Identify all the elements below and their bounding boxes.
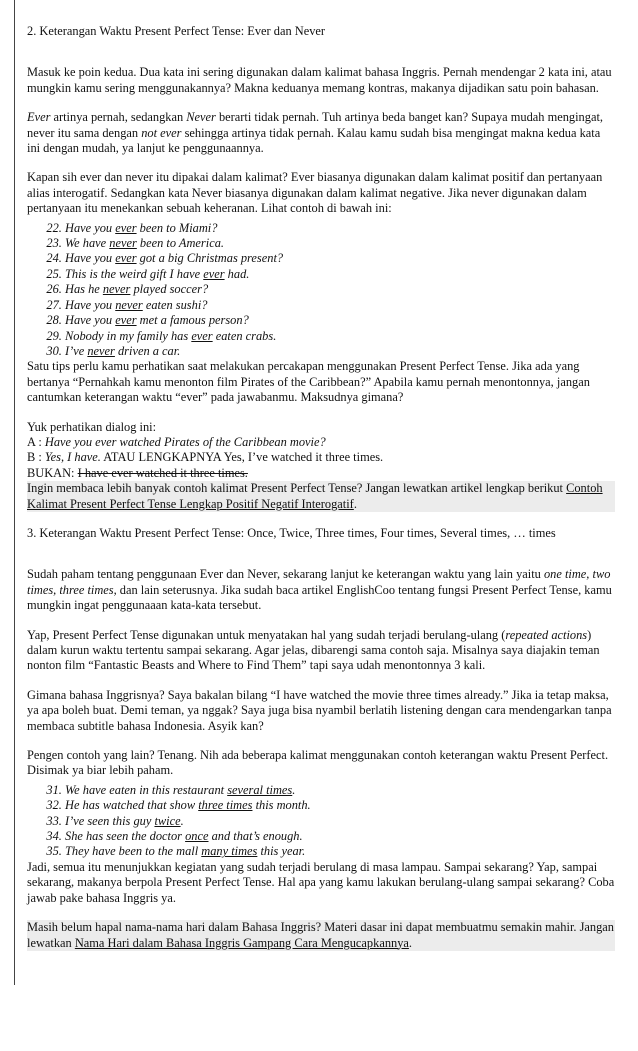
section-3-paragraph-2: Yap, Present Perfect Tense digunakan untuk menyatakan hal yang sudah terjadi berulang-ulang (repeated actions) dalam kurun waktu tertentu sampai sekarang. Agar jelas, dibarengi sama contoh saja. Misalnya saya diajakin teman nonton film “Fantastic Beasts and Where to Find Them” tapi saya udah menontonnya 3 kali. bbox=[27, 627, 600, 673]
example-item: 27. Have you never eaten sushi? bbox=[65, 298, 615, 313]
dialog-line-a: A : Have you ever watched Pirates of the Caribbean movie? bbox=[27, 434, 326, 449]
example-item: 35. They have been to the mall many times this year. bbox=[65, 844, 615, 859]
example-item: 22. Have you ever been to Miami? bbox=[65, 221, 615, 236]
usage-tip: Satu tips perlu kamu perhatikan saat melakukan percakapan menggunakan Present Perfect Tense. Jika ada yang bertanya “Pernahkah kamu menonton film Pirates of the Caribbean?” Apabila kamu pernah menontonnya, jangan cantumkan keterangan waktu “ever” pada jawabanmu. Maksudnya gimana? bbox=[27, 359, 590, 405]
example-item: 31. We have eaten in this restaurant several times. bbox=[65, 783, 615, 798]
section-2-heading: 2. Keterangan Waktu Present Perfect Tense: Ever dan Never bbox=[27, 24, 326, 38]
example-item: 33. I’ve seen this guy twice. bbox=[65, 814, 615, 829]
related-article-link[interactable]: Contoh Kalimat Present Perfect Tense Lengkap Positif Negatif Interogatif bbox=[27, 481, 603, 511]
dialog-line-b: B : Yes, I have. ATAU LENGKAPNYA Yes, I’ve watched it three times. bbox=[27, 450, 384, 465]
day-names-article-link[interactable]: Nama Hari dalam Bahasa Inggris Gampang Cara Mengucapkannya bbox=[74, 935, 409, 950]
example-item: 26. Has he never played soccer? bbox=[65, 282, 615, 297]
ever-never-example-list bbox=[27, 221, 615, 360]
example-item: 23. We have never been to America. bbox=[65, 236, 615, 251]
section-3-heading: 3. Keterangan Waktu Present Perfect Tense: Once, Twice, Three times, Four times, Several times, … times bbox=[27, 525, 556, 540]
related-article-note: Ingin membaca lebih banyak contoh kalimat Present Perfect Tense? Jangan lewatkan artikel lengkap berikut Contoh Kalimat Present Perfect Tense Lengkap Positif Negatif Interogatif. bbox=[27, 481, 615, 512]
example-item: 24. Have you ever got a big Christmas present? bbox=[65, 251, 615, 266]
document-body bbox=[27, 24, 615, 951]
example-item: 29. Nobody in my family has ever eaten crabs. bbox=[65, 329, 615, 344]
example-item: 32. He has watched that show three times this month. bbox=[65, 798, 615, 813]
section-2-paragraph-2: Ever artinya pernah, sedangkan Never berarti tidak pernah. Tuh artinya beda banget kan? Supaya mudah mengingat, never itu sama dengan not ever sehingga artinya tidak pernah. Kalau kamu sudah bisa mengingat makna kedua kata ini dengan mudah, ya lanjut ke penggunaannya. bbox=[27, 110, 603, 156]
frequency-example-list bbox=[27, 783, 615, 860]
section-2-paragraph-1: Masuk ke poin kedua. Dua kata ini sering digunakan dalam kalimat bahasa Inggris. Pernah mendengar 2 kata ini, atau mungkin kamu sering menggunakannya? Makna keduanya memang kontras, makanya dijadikan satu poin bahasan. bbox=[27, 65, 612, 95]
section-2-paragraph-3: Kapan sih ever dan never itu dipakai dalam kalimat? Ever biasanya digunakan dalam kalimat positif dan pertanyaan alias interogatif. Sedangkan kata Never biasanya digunakan dalam kalimat negative. Jika never digunakan dalam pertanyaan itu menekankan sebuah keheranan. Lihat contoh di bawah ini: bbox=[27, 170, 603, 216]
section-3-paragraph-4: Pengen contoh yang lain? Tenang. Nih ada beberapa kalimat menggunakan contoh keterangan waktu Present Perfect. Disimak ya biar lebih paham. bbox=[27, 748, 609, 778]
section-3-paragraph-5: Jadi, semua itu menunjukkan kegiatan yang sudah terjadi berulang di masa lampau. Sampai sekarang? Yap, sampai sekarang, makanya berpola Present Perfect Tense. Hal apa yang kamu lakukan berulang-ulang sampai sekarang? Coba jawab pake bahasa Inggris ya. bbox=[27, 859, 615, 905]
example-item: 28. Have you ever met a famous person? bbox=[65, 313, 615, 328]
section-3-paragraph-3: Gimana bahasa Inggrisnya? Saya bakalan bilang “I have watched the movie three times already.” Jika ia tetap maksa, ya apa boleh buat. Demi teman, ya nggak? Saya juga bisa nyambil berlatih listening dengan cara mendengarkan tanpa membaca subtitle bahasa Indonesia. Asyik kan? bbox=[27, 687, 612, 733]
dialog-line-wrong: BUKAN: I have ever watched it three times. bbox=[27, 465, 248, 480]
example-item: 34. She has seen the doctor once and that’s enough. bbox=[65, 829, 615, 844]
example-item: 30. I’ve never driven a car. bbox=[65, 344, 615, 359]
term-ever: Ever bbox=[27, 110, 51, 125]
term-never: Never bbox=[186, 110, 216, 125]
section-3-paragraph-1: Sudah paham tentang penggunaan Ever dan Never, sekarang lanjut ke keterangan waktu yang lain yaitu one time, two times, three times, dan lain seterusnya. Jika sudah baca artikel EnglishCoo tentang fungsi Present Perfect Tense, kamu mungkin ingat penggunaaan kata-kata tersebut. bbox=[27, 567, 612, 613]
related-article-outro: Masih belum hapal nama-nama hari dalam Bahasa Inggris? Materi dasar ini dapat membuatmu semakin mahir. Jangan lewatkan Nama Hari dalam Bahasa Inggris Gampang Cara Mengucapkannya. bbox=[27, 920, 614, 950]
dialog-intro: Yuk perhatikan dialog ini: bbox=[27, 419, 157, 434]
term-not-ever: not ever bbox=[141, 125, 182, 140]
document-page bbox=[14, 0, 615, 985]
example-item: 25. This is the weird gift I have ever had. bbox=[65, 267, 615, 282]
